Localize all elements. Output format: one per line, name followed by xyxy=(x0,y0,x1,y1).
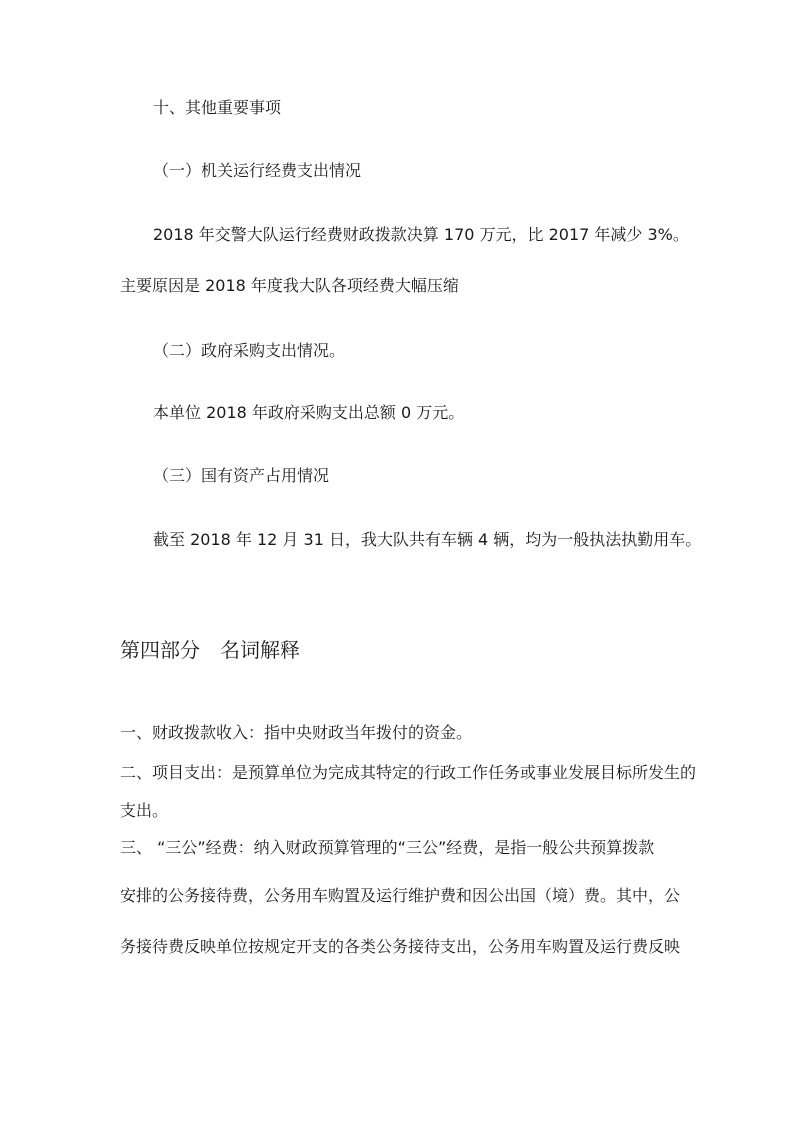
definition-item-2-line-1: 二、项目支出：是预算单位为完成其特定的行政工作任务或事业发展目标所发生的 xyxy=(120,763,697,782)
subsection-1-title: （一）机关运行经费支出情况 xyxy=(153,161,362,180)
subsection-2-title: （二）政府采购支出情况。 xyxy=(153,341,346,360)
subsection-3-title: （三）国有资产占用情况 xyxy=(153,466,330,485)
definition-item-3-line-3: 务接待费反映单位按规定开支的各类公务接待支出，公务用车购置及运行费反映 xyxy=(120,937,681,956)
definition-item-3-line-2: 安排的公务接待费，公务用车购置及运行维护费和因公出国（境）费。其中，公 xyxy=(120,886,681,905)
subsection-3-paragraph: 截至 2018 年 12 月 31 日，我大队共有车辆 4 辆，均为一般执法执勤用车。 xyxy=(153,530,702,549)
definition-item-2-line-2: 支出。 xyxy=(120,801,169,820)
definition-item-3-line-1: 三、 “三公”经费：纳入财政预算管理的“三公”经费，是指一般公共预算拨款 xyxy=(120,838,655,857)
subsection-2-paragraph: 本单位 2018 年政府采购支出总额 0 万元。 xyxy=(153,403,465,422)
definition-item-1: 一、财政拨款收入：指中央财政当年拨付的资金。 xyxy=(120,723,473,742)
subsection-1-paragraph-line-1: 2018 年交警大队运行经费财政拨款决算 170 万元，比 2017 年减少 3%。 xyxy=(153,225,689,244)
subsection-1-paragraph-line-2: 主要原因是 2018 年度我大队各项经费大幅压缩 xyxy=(120,276,459,295)
section-10-title: 十、其他重要事项 xyxy=(153,98,282,117)
part-4-heading: 第四部分 名词解释 xyxy=(120,638,300,662)
